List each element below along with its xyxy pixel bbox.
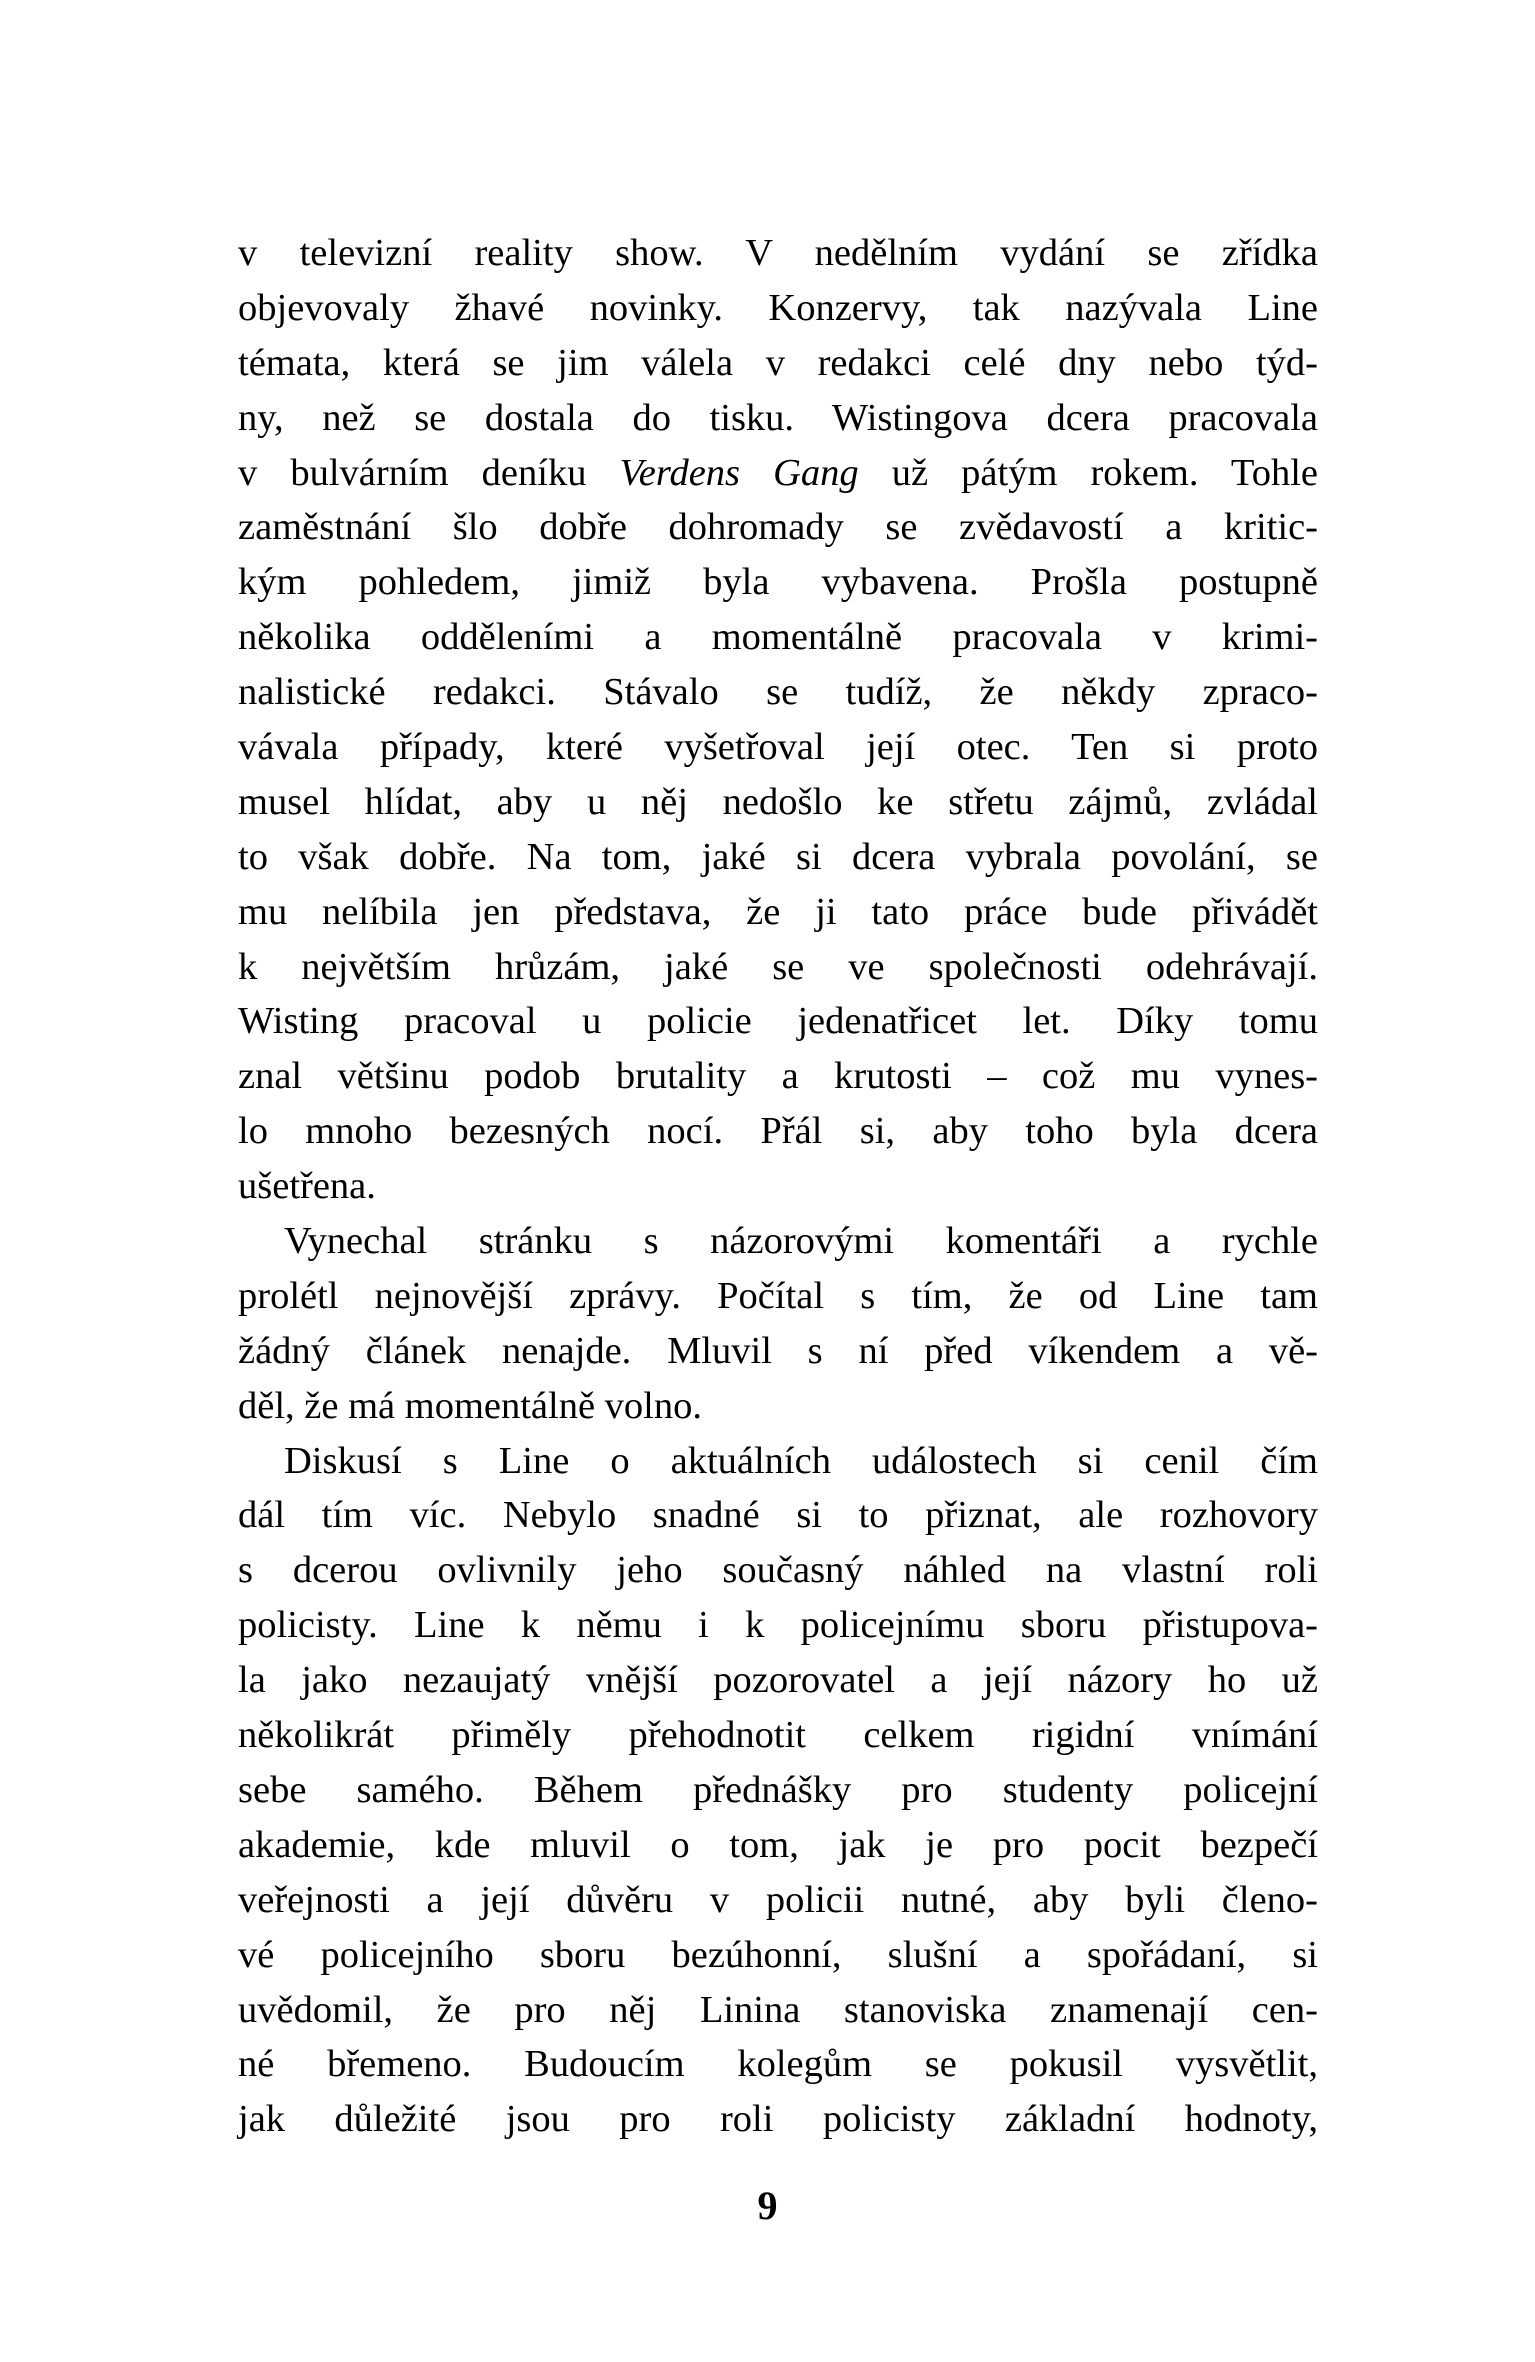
text-line: Wisting pracoval u policie jedenatřicet let. Díky tomu: [238, 1000, 1318, 1043]
text-line: jak důležité jsou pro roli policisty základní hodnoty,: [238, 2098, 1318, 2141]
text-line: [238, 446, 1318, 501]
page-text-block: [238, 226, 1318, 2147]
text-line: s dcerou ovlivnily jeho současný náhled na vlastní roli: [238, 1549, 1318, 1592]
text-line: né břemeno. Budoucím kolegům se pokusil vysvětlit,: [238, 2043, 1318, 2086]
text-line-paragraph-start: Diskusí s Line o aktuálních událostech si cenil čím: [284, 1439, 1318, 1482]
text-line: k největším hrůzám, jaké se ve společnosti odehrávají.: [238, 945, 1318, 988]
text-line: několikrát přiměly přehodnotit celkem rigidní vnímání: [238, 1714, 1318, 1757]
text-line: vé policejního sboru bezúhonní, slušní a spořádaní, si: [238, 1933, 1318, 1976]
newspaper-title-italic: Verdens Gang: [619, 451, 859, 494]
text-line: témata, která se jim válela v redakci celé dny nebo týd-: [238, 341, 1318, 384]
text-line: to však dobře. Na tom, jaké si dcera vybrala povolání, se: [238, 835, 1318, 878]
text-line: la jako nezaujatý vnější pozorovatel a její názory ho už: [238, 1659, 1318, 1702]
text-line-paragraph-start: Vynechal stránku s názorovými komentáři a rychle: [284, 1220, 1318, 1263]
text-line: prolétl nejnovější zprávy. Počítal s tím, že od Line tam: [238, 1274, 1318, 1317]
text-line: vávala případy, které vyšetřoval její otec. Ten si proto: [238, 726, 1318, 769]
text-line: uvědomil, že pro něj Linina stanoviska znamenají cen-: [238, 1988, 1318, 2031]
text-line: zaměstnání šlo dobře dohromady se zvědavostí a kritic-: [238, 506, 1318, 549]
text-line: několika odděleními a momentálně pracovala v krimi-: [238, 616, 1318, 659]
text-line: sebe samého. Během přednášky pro studenty policejní: [238, 1768, 1318, 1811]
text-line: musel hlídat, aby u něj nedošlo ke střetu zájmů, zvládal: [238, 780, 1318, 823]
text-line: žádný článek nenajde. Mluvil s ní před víkendem a vě-: [238, 1329, 1318, 1372]
text-line: kým pohledem, jimiž byla vybavena. Prošla postupně: [238, 561, 1318, 604]
page-number: 9: [757, 2183, 778, 2228]
text-line: lo mnoho bezesných nocí. Přál si, aby toho byla dcera: [238, 1110, 1318, 1153]
text-line-paragraph-end: ušetřena.: [238, 1165, 376, 1208]
text-segment: v bulvárním deníku: [238, 451, 620, 494]
text-line: znal většinu podob brutality a krutosti – což mu vynes-: [238, 1055, 1318, 1098]
text-line: v televizní reality show. V nedělním vydání se zřídka: [238, 232, 1318, 274]
text-line: mu nelíbila jen představa, že ji tato práce bude přivádět: [238, 890, 1318, 933]
text-line: nalistické redakci. Stávalo se tudíž, že někdy zpraco-: [238, 671, 1318, 714]
text-line: veřejnosti a její důvěru v policii nutné, aby byli členo-: [238, 1878, 1318, 1921]
text-line: objevovaly žhavé novinky. Konzervy, tak nazývala Line: [238, 286, 1318, 329]
text-line: akademie, kde mluvil o tom, jak je pro pocit bezpečí: [238, 1823, 1318, 1866]
text-line: ny, než se dostala do tisku. Wistingova dcera pracovala: [238, 396, 1318, 439]
text-line: policisty. Line k němu i k policejnímu sboru přistupova-: [238, 1604, 1318, 1647]
text-line-paragraph-end: děl, že má momentálně volno.: [238, 1384, 702, 1427]
text-line: dál tím víc. Nebylo snadné si to přiznat, ale rozhovory: [238, 1494, 1318, 1537]
text-segment: už pátým rokem. Tohle: [858, 451, 1318, 494]
